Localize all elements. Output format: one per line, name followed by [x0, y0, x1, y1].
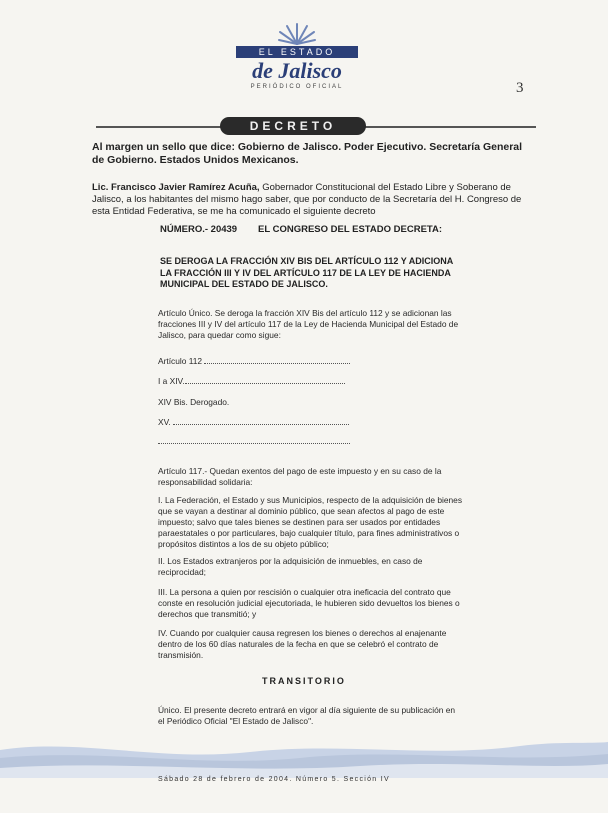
xv-line — [158, 417, 349, 427]
decreto-banner: DECRETO — [220, 117, 366, 135]
governor-intro-text: Gobernador Constitucional del Estado Libre y Soberano de Jalisco, a los habitantes del mismo hago saber, que por conducto de la Secretaría del H. Congreso de esta Entidad Federativa, se me ha comunicado el siguiente decreto — [92, 182, 522, 217]
art112-line — [158, 356, 350, 366]
decorative-wave — [0, 728, 608, 778]
masthead-band-text: EL ESTADO — [258, 47, 336, 57]
footer-issue: Sábado 28 de febrero de 2004. Número 5. Sección IV — [158, 776, 390, 783]
dotted-leader — [158, 436, 350, 444]
i-xiv-line — [158, 376, 345, 386]
articulo-unico: Artículo Único. Se deroga la fracción XIV Bis del artículo 112 y se adicionan las fracciones III y IV del artículo 117 de la Ley de Hacienda Municipal del Estado de Jalisco, para quedar como sigue: — [158, 308, 459, 340]
masthead-title: de Jalisco — [252, 58, 342, 83]
fraccion-i: I. La Federación, el Estado y sus Municipios, respecto de la adquisición de bienes que se vayan a destinar al dominio público, que sean afectos al pago de este impuesto; salvo que tales bienes se destinen para ser usados por entidades paraestatales o por particulares, bajo cualquier título, para fines administrativos o propósitos distintos a los de su objeto público; — [158, 495, 463, 549]
xiv-bis-line: XIV Bis. Derogado. — [158, 397, 230, 407]
decree-number: NÚMERO.- 20439 — [160, 224, 238, 235]
fraccion-iii: III. La persona a quien por rescisión o cualquier otra ineficacia del contrato que conste en resolución judicial ejecutoriada, le hubieren sido devueltos los bienes o derechos que transmitió; y — [158, 587, 460, 619]
masthead-subtitle: PERIÓDICO OFICIAL — [250, 84, 344, 90]
masthead-logo — [232, 20, 362, 90]
blank-dotted-line — [158, 436, 350, 446]
articulo-117: Artículo 117.- Quedan exentos del pago de este impuesto y en su caso de la responsabilidad solidaria: — [158, 466, 442, 487]
sun-logo-icon — [278, 22, 316, 46]
governor-name: Lic. Francisco Javier Ramírez Acuña, — [92, 182, 260, 193]
dotted-leader — [185, 376, 345, 384]
fraccion-iv: IV. Cuando por cualquier causa regresen los bienes o derechos al enajenante dentro de los 60 días naturales de la fecha en que se celebró el contrato de transmisión. — [158, 628, 447, 660]
page-number: 3 — [516, 80, 524, 96]
unico-transitorio: Único. El presente decreto entrará en vigor al día siguiente de su publicación en el Periódico Oficial "El Estado de Jalisco". — [158, 705, 456, 726]
decree-title: SE DEROGA LA FRACCIÓN XIV BIS DEL ARTÍCULO 112 Y ADICIONA LA FRACCIÓN III Y IV DEL ARTÍCULO 117 DE LA LEY DE HACIENDA MUNICIPAL DEL ESTADO DE JALISCO. — [160, 256, 453, 289]
i-xiv-label: I a XIV. — [158, 376, 185, 386]
fraccion-ii: II. Los Estados extranjeros por la adquisición de inmuebles, en caso de reciprocidad; — [158, 556, 423, 577]
transitorio-heading: TRANSITORIO — [262, 676, 346, 686]
xv-label: XV. — [158, 417, 171, 427]
congress-decrees: EL CONGRESO DEL ESTADO DECRETA: — [258, 224, 443, 235]
governor-intro — [92, 182, 532, 218]
seal-statement: Al margen un sello que dice: Gobierno de Jalisco. Poder Ejecutivo. Secretaría General de Gobierno. Estados Unidos Mexicanos. — [92, 141, 523, 166]
dotted-leader — [173, 417, 349, 425]
art112-label: Artículo 112 — [158, 356, 203, 366]
dotted-leader — [204, 356, 350, 364]
